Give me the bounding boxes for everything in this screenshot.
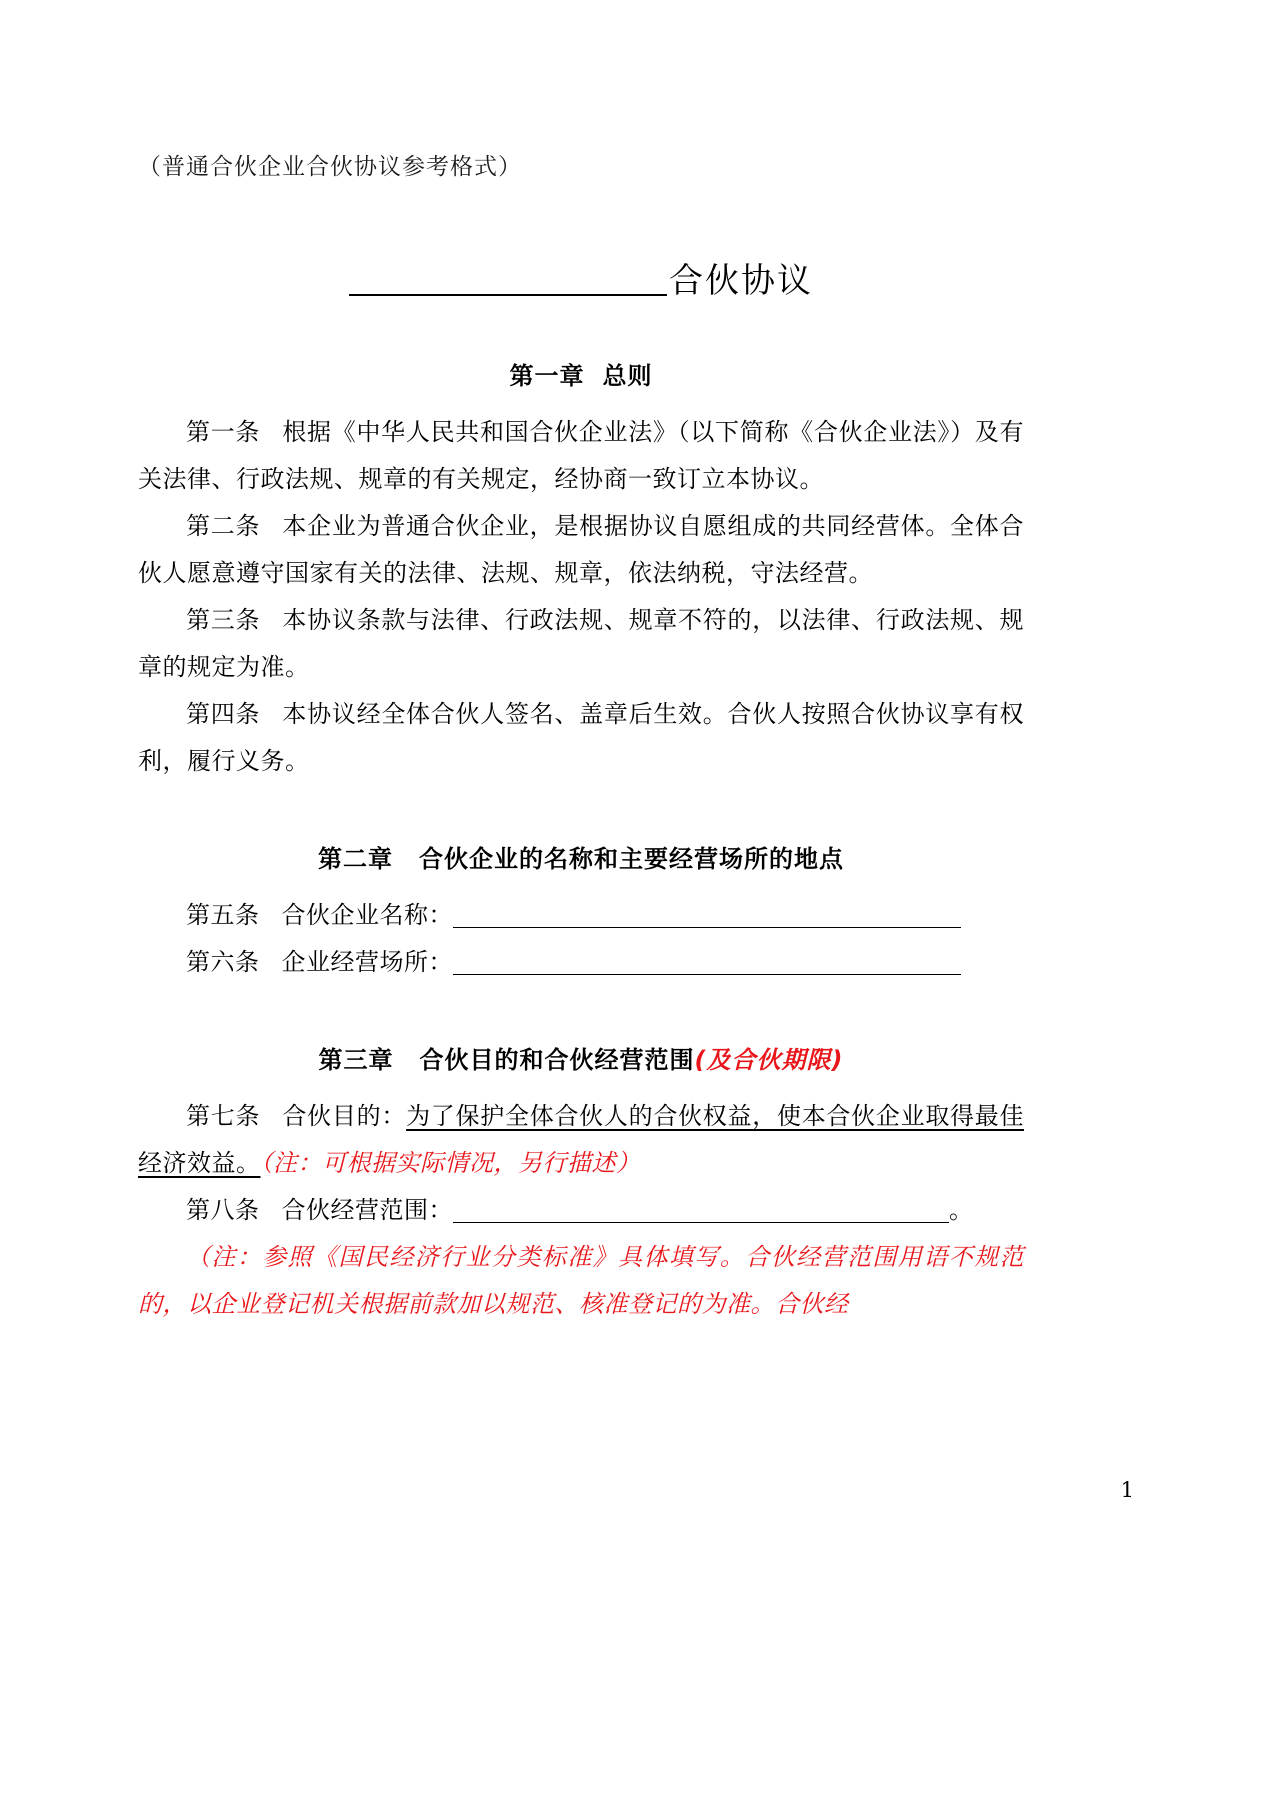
business-scope-red-note: （注：参照《国民经济行业分类标准》具体填写。合伙经营范围用语不规范的，以企业登记机关根据前款加以规范、核准登记的为准。合伙经 xyxy=(138,1243,1024,1318)
article-7-red-note: （注：可根据实际情况，另行描述） xyxy=(260,1149,641,1177)
chapter-2-name: 合伙企业的名称和主要经营场所的地点 xyxy=(419,845,844,873)
title-text: 合伙协议 xyxy=(669,261,813,301)
article-6-paragraph xyxy=(138,939,1024,986)
page-number: 1 xyxy=(1120,1478,1134,1502)
chapter-1-name: 总则 xyxy=(602,362,653,390)
article-5-text: 合伙企业名称： xyxy=(281,901,453,929)
article-1-label: 第一条 xyxy=(186,418,261,446)
article-3-paragraph xyxy=(138,597,1024,691)
article-3-label: 第三条 xyxy=(186,606,261,634)
article-6-text: 企业经营场所： xyxy=(281,948,453,976)
company-name-blank-field[interactable] xyxy=(453,901,961,928)
article-4-label: 第四条 xyxy=(186,700,261,728)
title-blank-field[interactable] xyxy=(349,264,667,296)
article-5-paragraph xyxy=(138,892,1024,939)
chapter-2-label: 第二章 xyxy=(318,845,393,873)
article-4-text: 本协议经全体合伙人签名、盖章后生效。合伙人按照合伙协议享有权利，履行义务。 xyxy=(138,700,1025,775)
article-6-label: 第六条 xyxy=(186,948,260,976)
article-8-label: 第八条 xyxy=(186,1196,260,1224)
chapter-3-red-suffix: (及合伙期限) xyxy=(694,1046,844,1074)
article-7-underlined-text: 为了保护全体合伙人的合伙权益，使本合伙企业取得最佳经济效益。 xyxy=(138,1102,1025,1177)
business-scope-blank-field[interactable] xyxy=(453,1196,949,1223)
chapter-3-name: 合伙目的和合伙经营范围 xyxy=(419,1046,695,1074)
article-7-label: 第七条 xyxy=(186,1102,261,1130)
document-title xyxy=(138,253,1024,302)
article-4-paragraph xyxy=(138,691,1024,785)
document-content xyxy=(138,0,1024,1328)
business-address-blank-field[interactable] xyxy=(453,948,961,975)
chapter-1-label: 第一章 xyxy=(509,362,585,390)
article-8-text: 合伙经营范围： xyxy=(281,1196,453,1224)
article-7-paragraph xyxy=(138,1093,1024,1187)
chapter-heading-3 xyxy=(138,1040,1024,1075)
article-8-period: 。 xyxy=(949,1196,974,1224)
chapter-heading-1 xyxy=(138,356,1024,391)
article-8-paragraph xyxy=(138,1187,1024,1234)
article-1-text: 根据《中华人民共和国合伙企业法》（以下简称《合伙企业法》）及有关法律、行政法规、规章的有关规定，经协商一致订立本协议。 xyxy=(138,418,1025,493)
article-2-label: 第二条 xyxy=(186,512,261,540)
chapter-heading-2 xyxy=(138,839,1024,874)
chapter-3-label: 第三章 xyxy=(318,1046,394,1074)
document-header-note: （普通合伙企业合伙协议参考格式） xyxy=(138,154,522,180)
article-1-paragraph xyxy=(138,409,1024,503)
article-2-text: 本企业为普通合伙企业，是根据协议自愿组成的共同经营体。全体合伙人愿意遵守国家有关的法律、法规、规章，依法纳税，守法经营。 xyxy=(138,512,1025,587)
article-3-text: 本协议条款与法律、行政法规、规章不符的，以法律、行政法规、规章的规定为准。 xyxy=(138,606,1025,681)
article-5-label: 第五条 xyxy=(186,901,260,929)
article-7-text: 合伙目的： xyxy=(282,1102,407,1130)
article-2-paragraph xyxy=(138,503,1024,597)
